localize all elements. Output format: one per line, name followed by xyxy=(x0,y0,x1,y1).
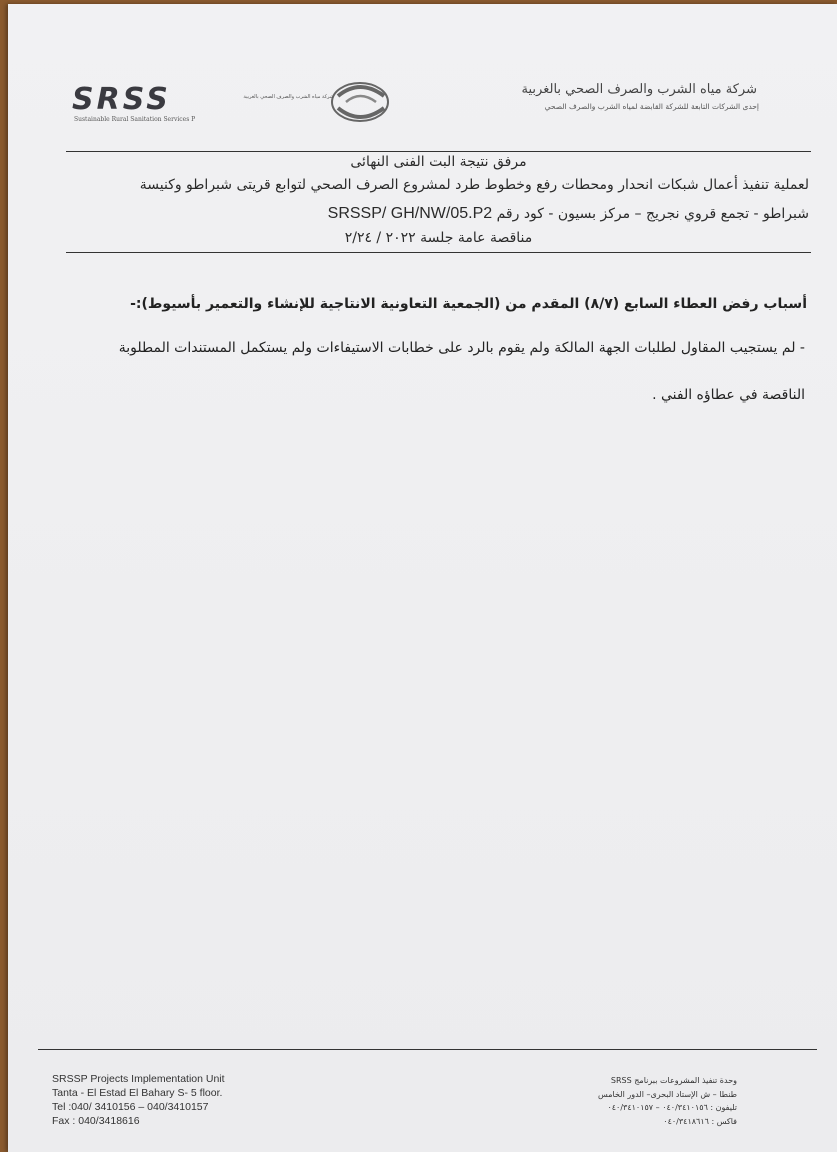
footer-en-fax: Fax : 040/3418616 xyxy=(52,1115,140,1127)
title-line-1: مرفق نتيجة البت الفنى النهائى xyxy=(350,154,527,170)
srss-logo: SRSS xyxy=(72,82,171,117)
company-subtitle: إحدى الشركات التابعة للشركة القابضة لمياه الشرب والصرف الصحي xyxy=(544,102,759,111)
title-line-3-text: شبراطو - تجمع قروي نجريج – مركز بسيون - كود رقم xyxy=(496,206,809,222)
footer-ar-fax: فاكس : ٠٤٠/٣٤١٨٦١٦ xyxy=(663,1116,737,1126)
title-line-3 xyxy=(328,205,809,223)
footer-en-tel: Tel :040/ 3410156 – 040/3410157 xyxy=(52,1101,209,1113)
footer-ar-address: طنطا – ش الإستاد البحرى– الدور الخامس xyxy=(598,1089,737,1099)
header-divider-top xyxy=(66,151,811,152)
company-seal-logo xyxy=(243,80,400,130)
footer-arabic xyxy=(598,1074,737,1128)
footer-ar-tel: تليفون : ٠٤٠/٣٤١٠١٥٦ – ٠٤٠/٣٤١٠١٥٧ xyxy=(607,1103,737,1112)
srss-logo-subtitle: Sustainable Rural Sanitation Services P xyxy=(74,116,196,123)
title-line-4: مناقصة عامة جلسة ٢٠٢٢ / ٢/٢٤ xyxy=(344,230,533,246)
footer-english xyxy=(52,1072,225,1128)
footer-ar-unit: وحدة تنفيذ المشروعات ببرنامج SRSS xyxy=(610,1076,737,1085)
rejection-reason-line-1: - لم يستجيب المقاول لطلبات الجهة المالكة ولم يقوم بالرد على خطابات الاستيفاءات ولم يستكمل المستندات المطلوبة xyxy=(118,340,805,356)
footer-en-unit: SRSSP Projects Implementation Unit xyxy=(52,1073,225,1085)
footer-en-address: Tanta - El Estad El Bahary S- 5 floor. xyxy=(52,1087,223,1099)
rejection-reason-line-2: الناقصة في عطاؤه الفني . xyxy=(652,387,805,403)
rejection-heading: أسباب رفض العطاء السابع (٨/٧) المقدم من (الجمعية التعاونية الانتاجية للإنشاء والتعمير بأسيوط):- xyxy=(130,296,807,312)
footer-divider xyxy=(38,1049,817,1050)
header-divider-bottom xyxy=(66,252,811,253)
project-code: SRSSP/ GH/NW/05.P2 xyxy=(327,205,493,222)
company-name: شركة مياه الشرب والصرف الصحي بالغربية xyxy=(521,82,757,97)
document-page xyxy=(8,4,837,1152)
title-line-2: لعملية تنفيذ أعمال شبكات انحدار ومحطات رفع وخطوط طرد لمشروع الصرف الصحي لتوابع قريتى شبراطو وكنيسة xyxy=(139,177,809,193)
seal-caption: شركة مياه الشرب والصرف الصحي بالغربية xyxy=(243,94,334,100)
